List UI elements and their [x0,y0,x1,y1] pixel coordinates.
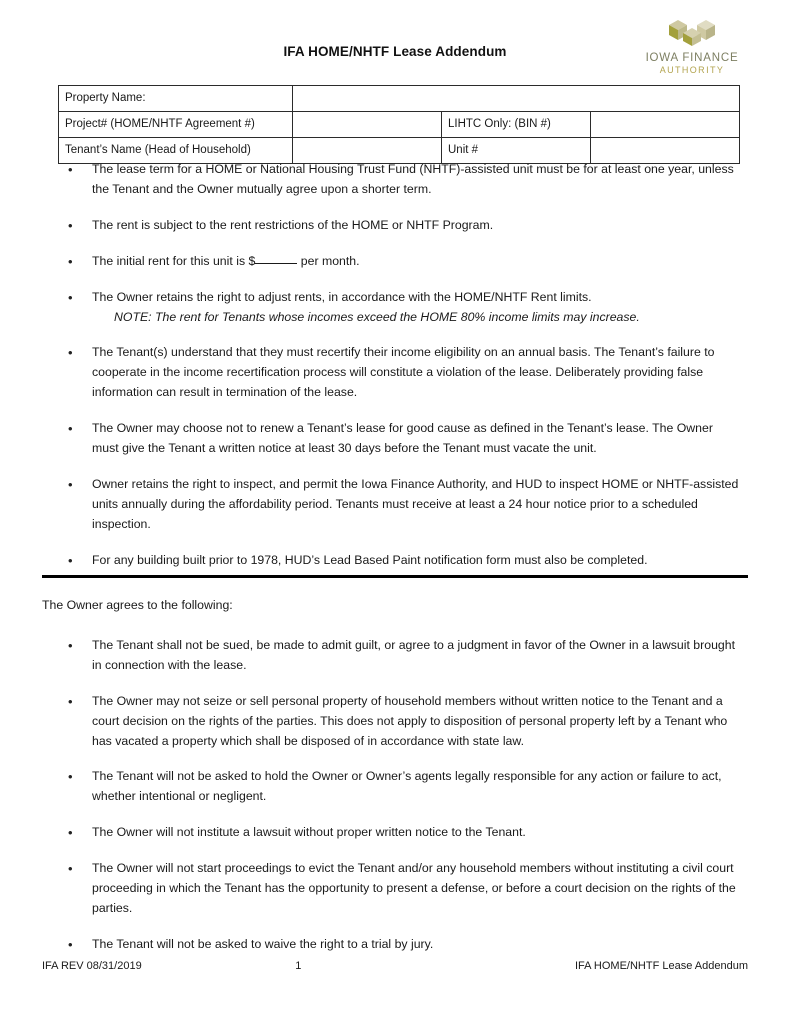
bullet-text-before-blank: The initial rent for this unit is $ [92,253,256,268]
list-item [0,419,790,459]
list-item [0,288,790,328]
bullet-text-after-blank: per month. [297,253,360,268]
list-item [0,859,790,919]
list-item [0,252,790,272]
property-name-value[interactable] [293,86,740,112]
rent-amount-blank[interactable] [255,263,297,264]
lease-terms-bullet-list [0,160,790,571]
page-footer [42,960,748,972]
bullet-text: Owner retains the right to inspect, and permit the Iowa Finance Authority, and HUD to inspect HOME or NHTF-assisted units annually during the affordability period. Tenants must receive at least a 24 hour notice prior to a scheduled inspection. [92,476,739,531]
owner-agreements-bullet-list [0,636,790,955]
list-item [0,935,790,955]
list-item [0,636,790,676]
list-item [0,160,790,200]
table-row [59,112,740,138]
tenant-name-label: Tenant’s Name (Head of Household) [59,138,293,164]
property-info-table [58,85,740,164]
table-row [59,86,740,112]
bullet-text: The Owner will not start proceedings to evict the Tenant and/or any household members without instituting a civil court proceeding in which the Tenant has the opportunity to present a defense, or before a court decision on the rights of the parties. [92,861,736,915]
bullet-text: The Tenant will not be asked to waive the right to a trial by jury. [92,936,434,951]
list-item [0,343,790,403]
rent-increase-note: NOTE: The rent for Tenants whose incomes exceed the HOME 80% income limits may increase. [114,309,640,324]
footer-document-name: IFA HOME/NHTF Lease Addendum [574,960,748,972]
document-header [0,0,790,78]
owner-agreements-section [0,596,790,971]
bullet-text: The Owner may choose not to renew a Tenant’s lease for good cause as defined in the Tenant’s lease. The Owner must give the Tenant a written notice at least 30 days before the Tenant must vacate the unit. [92,421,713,456]
unit-number-label: Unit # [442,138,591,164]
list-item [0,823,790,843]
list-item [0,551,790,571]
lihtc-bin-label: LIHTC Only: (BIN #) [442,112,591,138]
cubes-icon [636,16,748,50]
list-item [0,767,790,807]
property-name-label: Property Name: [59,86,293,112]
bullet-text: The Owner will not institute a lawsuit without proper written notice to the Tenant. [92,825,526,840]
lihtc-bin-value[interactable] [591,112,740,138]
bullet-text: The Tenant will not be asked to hold the Owner or Owner’s agents legally responsible for any action or failure to act, whether intentional or negligent. [92,769,722,804]
logo-primary-text: IOWA FINANCE [645,52,739,64]
owner-agrees-heading: The Owner agrees to the following: [42,598,233,612]
footer-revision-text: IFA REV 08/31/2019 [42,960,142,972]
project-number-label: Project# (HOME/NHTF Agreement #) [59,112,293,138]
bullet-text: The rent is subject to the rent restrictions of the HOME or NHTF Program. [92,217,494,232]
page-title: IFA HOME/NHTF Lease Addendum [283,44,507,59]
iowa-finance-authority-logo [636,16,748,75]
list-item [0,216,790,236]
footer-page-number: 1 [295,960,302,972]
list-item [0,475,790,535]
project-number-value[interactable] [293,112,442,138]
list-item [0,692,790,752]
section-divider [42,575,748,578]
logo-secondary-text: AUTHORITY [659,64,725,75]
bullet-text: The Owner retains the right to adjust rents, in accordance with the HOME/NHTF Rent limits. [92,289,592,304]
bullet-text: The Owner may not seize or sell personal property of household members without written notice to the Tenant and a court decision on the rights of the parties. This does not apply to disposition of personal property left by a Tenant who has vacated a property which shall be disposed of in accordance with state law. [92,693,728,748]
bullet-text: For any building built prior to 1978, HUD’s Lead Based Paint notification form must also be completed. [92,552,648,567]
bullet-text: The lease term for a HOME or National Housing Trust Fund (NHTF)-assisted unit must be for at least one year, unless the Tenant and the Owner mutually agree upon a shorter term. [92,162,734,196]
bullet-text: The Tenant(s) understand that they must recertify their income eligibility on an annual basis. The Tenant’s failure to cooperate in the income recertification process will constitute a violation of the lease. Deliberately providing false information can result in termination of the lease. [92,345,715,400]
lease-terms-section [0,160,790,587]
bullet-text: The Tenant shall not be sued, be made to admit guilt, or agree to a judgment in favor of the Owner in a lawsuit brought in connection with the lease. [92,637,736,672]
